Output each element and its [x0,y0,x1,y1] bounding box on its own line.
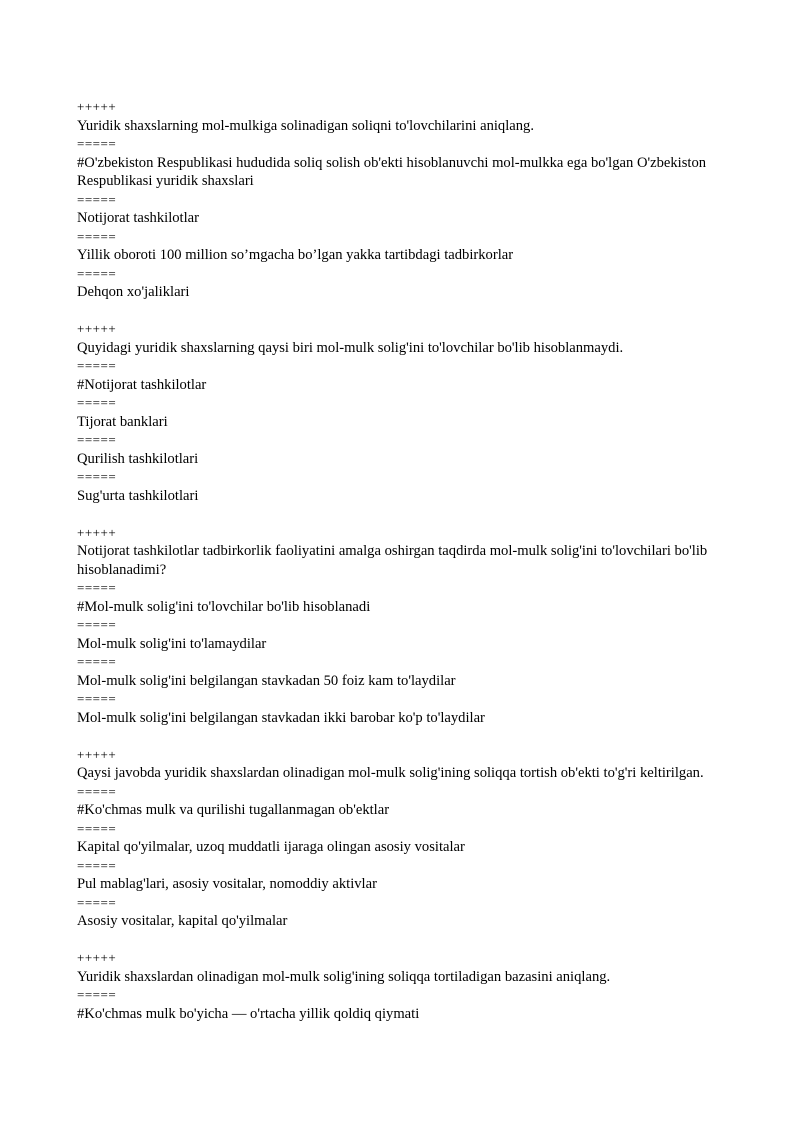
answer-text: Yillik oboroti 100 million so’mgacha bo’lgan yakka tartibdagi tadbirkorlar [77,247,514,263]
question-text: Quyidagi yuridik shaxslarning qaysi biri mol-mulk solig'ini to'lovchilar bo'lib hisoblanmaydi. [77,339,624,356]
question-text: Yuridik shaxslarning mol-mulkiga solinadigan soliqni to'lovchilarini aniqlang. [77,117,535,134]
answer-text: #Mol-mulk solig'ini to'lovchilar bo'lib hisoblanadi [77,598,371,615]
answer-text: Kapital qo'yilmalar, uzoq muddatli ijaraga olingan asosiy vositalar [77,839,465,855]
question-marker: +++++ [77,524,117,540]
question-block [77,98,727,302]
question-text: Yuridik shaxslardan olinadigan mol-mulk solig'ining soliqqa tortiladigan bazasini aniqlang. [77,968,611,985]
answer-separator: ===== [77,191,117,207]
question-block [77,949,727,1023]
document-page [77,98,727,1042]
answer-text: #Ko'chmas mulk bo'yicha — o'rtacha yillik qoldiq qiymati [77,1005,420,1022]
question-marker: +++++ [77,950,117,965]
answer-text: Pul mablag'lari, asosiy vositalar, nomoddiy aktivlar [77,876,377,892]
answer-separator: ===== [77,469,117,484]
answer-separator: ===== [77,820,117,836]
answer-separator: ===== [77,894,117,910]
answer-text: Sug'urta tashkilotlari [77,487,199,504]
question-marker: +++++ [77,746,117,762]
answer-separator: ===== [77,358,117,373]
question-block [77,746,727,931]
answer-text: Mol-mulk solig'ini belgilangan stavkadan ikki barobar ko'p to'laydilar [77,709,485,726]
question-block [77,524,727,728]
answer-text: #Ko'chmas mulk va qurilishi tugallanmagan ob'ektlar [77,802,390,818]
answer-text: Dehqon xo'jaliklari [77,284,190,300]
question-marker: +++++ [77,321,117,336]
answer-separator: ===== [77,654,117,669]
answer-text: Mol-mulk solig'ini belgilangan stavkadan 50 foiz kam to'laydilar [77,672,456,689]
answer-text: Mol-mulk solig'ini to'lamaydilar [77,635,267,652]
answer-text: #O'zbekiston Respublikasi hududida soliq solish ob'ekti hisoblanuvchi mol-mulkka ega bo'lgan O'zbekiston Respublikasi yuridik shaxslari [77,154,707,189]
answer-separator: ===== [77,783,117,799]
answer-text: Qurilish tashkilotlari [77,450,199,467]
answer-separator: ===== [77,617,117,632]
answer-text: Notijorat tashkilotlar [77,210,199,226]
question-text: Qaysi javobda yuridik shaxslardan olinadigan mol-mulk solig'ining soliqqa tortish ob'ekti to'g'ri keltirilgan. [77,765,704,781]
answer-text: Asosiy vositalar, kapital qo'yilmalar [77,913,288,929]
answer-separator: ===== [77,580,117,595]
question-text: Notijorat tashkilotlar tadbirkorlik faoliyatini amalga oshirgan taqdirda mol-mulk solig'ini to'lovchilari bo'lib hisoblanadimi? [77,543,708,578]
answer-separator: ===== [77,395,117,410]
answer-separator: ===== [77,432,117,447]
question-block [77,320,727,505]
answer-separator: ===== [77,136,117,151]
answer-separator: ===== [77,691,117,706]
answer-separator: ===== [77,228,117,244]
question-marker: +++++ [77,99,117,114]
answer-text: #Notijorat tashkilotlar [77,376,207,393]
answer-text: Tijorat banklari [77,413,168,430]
answer-separator: ===== [77,857,117,873]
answer-separator: ===== [77,987,117,1002]
answer-separator: ===== [77,265,117,281]
